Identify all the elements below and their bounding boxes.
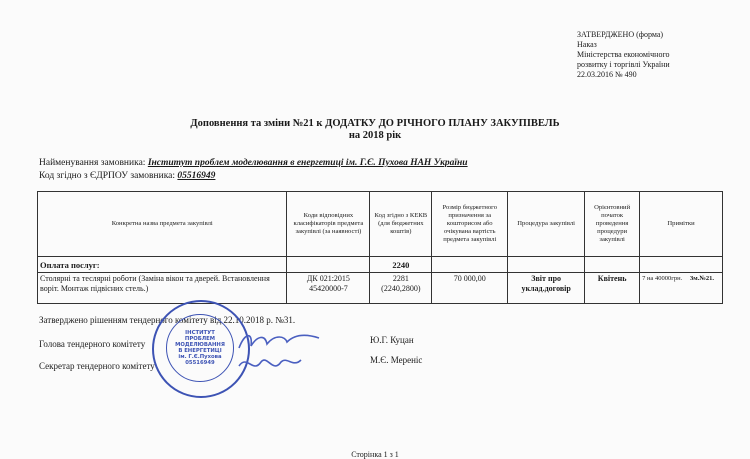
note-part-1: 7 на 40000грн. [642,275,683,282]
approval-line-1: ЗАТВЕРДЖЕНО (форма) [577,30,664,39]
item-kekv [370,273,432,304]
table-row [38,273,723,304]
section-code: 2240 [370,257,432,273]
approval-line-5: 22.03.2016 № 490 [577,70,637,79]
secretary-label: Секретар тендерного комітету [39,361,155,371]
approval-line-3: Міністерства економічного [577,50,670,59]
customer-code-value: 05516949 [177,171,216,181]
note-part-2: Зм.№21. [689,275,714,282]
header-cell: Конкретна назва предмета закупівлі [38,192,287,257]
page-footer: Сторінка 1 з 1 [351,450,399,459]
customer-name-label: Найменування замовника: [39,158,146,168]
approval-line-2: Наказ [577,40,597,49]
title-line-2: на 2018 рік [348,130,402,141]
kekv-2: (2240,2800) [381,284,421,293]
customer-code-label: Код згідно з ЄДРПОУ замовника: [39,171,176,181]
header-cell: Примітки [640,192,723,257]
customer-name-row [39,158,468,169]
item-note [640,273,723,304]
header-cell: Код згідно з КЕКВ (для бюджетних коштів) [370,192,432,257]
stamp-line-5: ім. Г.Є.Пухова [178,354,222,360]
stamp-text [166,314,234,382]
header-cell: Коди відповідних класифікаторів предмета закупівлі (за наявності) [287,192,370,257]
item-amount: 70 000,00 [432,273,508,304]
approval-block [577,30,670,80]
class-code-2: 45420000-7 [309,284,348,293]
header-cell: Орієнтовний початок проведення процедури закупівлі [585,192,640,257]
head-name: Ю.Г. Куцан [370,335,414,345]
approved-text: Затверджено рішенням тендерного комітету від 22.10.2018 р. №31. [39,315,296,325]
procurement-table [37,191,723,304]
approval-line-4: розвитку і торгівлі України [577,60,670,69]
title-line-1: Доповнення та зміни №21 к ДОДАТКУ ДО РІЧНОГО ПЛАНУ ЗАКУПІВЕЛЬ [190,118,560,129]
item-name: Столярні та теслярні роботи (Заміна вікон та дверей. Встановлення воріт. Монтаж підвісних стель.) [38,273,287,304]
customer-name-value: Інститут проблем моделювання в енергетиці ім. Г.Є. Пухова НАН України [147,158,468,168]
secretary-name: М.Є. Мереніс [370,355,423,365]
item-class-code [287,273,370,304]
stamp-line-1: ІНСТИТУТ [185,330,215,336]
section-row [38,257,723,273]
item-procedure: Звіт про уклад.договір [508,273,585,304]
stamp-line-6: 05516949 [185,360,215,366]
stamp-line-3: МОДЕЛЮВАННЯ [175,342,225,348]
stamp-line-2: ПРОБЛЕМ [184,336,216,342]
secretary-signature [235,352,305,378]
item-start: Квітень [585,273,640,304]
document-title [0,118,750,142]
section-label: Оплата послуг: [38,257,287,273]
class-code-1: ДК 021:2015 [306,274,350,283]
table-header-row [38,192,723,257]
header-cell: Процедура закупівлі [508,192,585,257]
header-cell: Розмір бюджетного призначення за кошторисом або очікувана вартість предмета закупівлі [432,192,508,257]
kekv-1: 2281 [392,274,409,283]
customer-code-row [39,171,215,182]
stamp-line-4: В ЕНЕРГЕТИЦІ [178,348,222,354]
head-label: Голова тендерного комітету [39,339,146,349]
